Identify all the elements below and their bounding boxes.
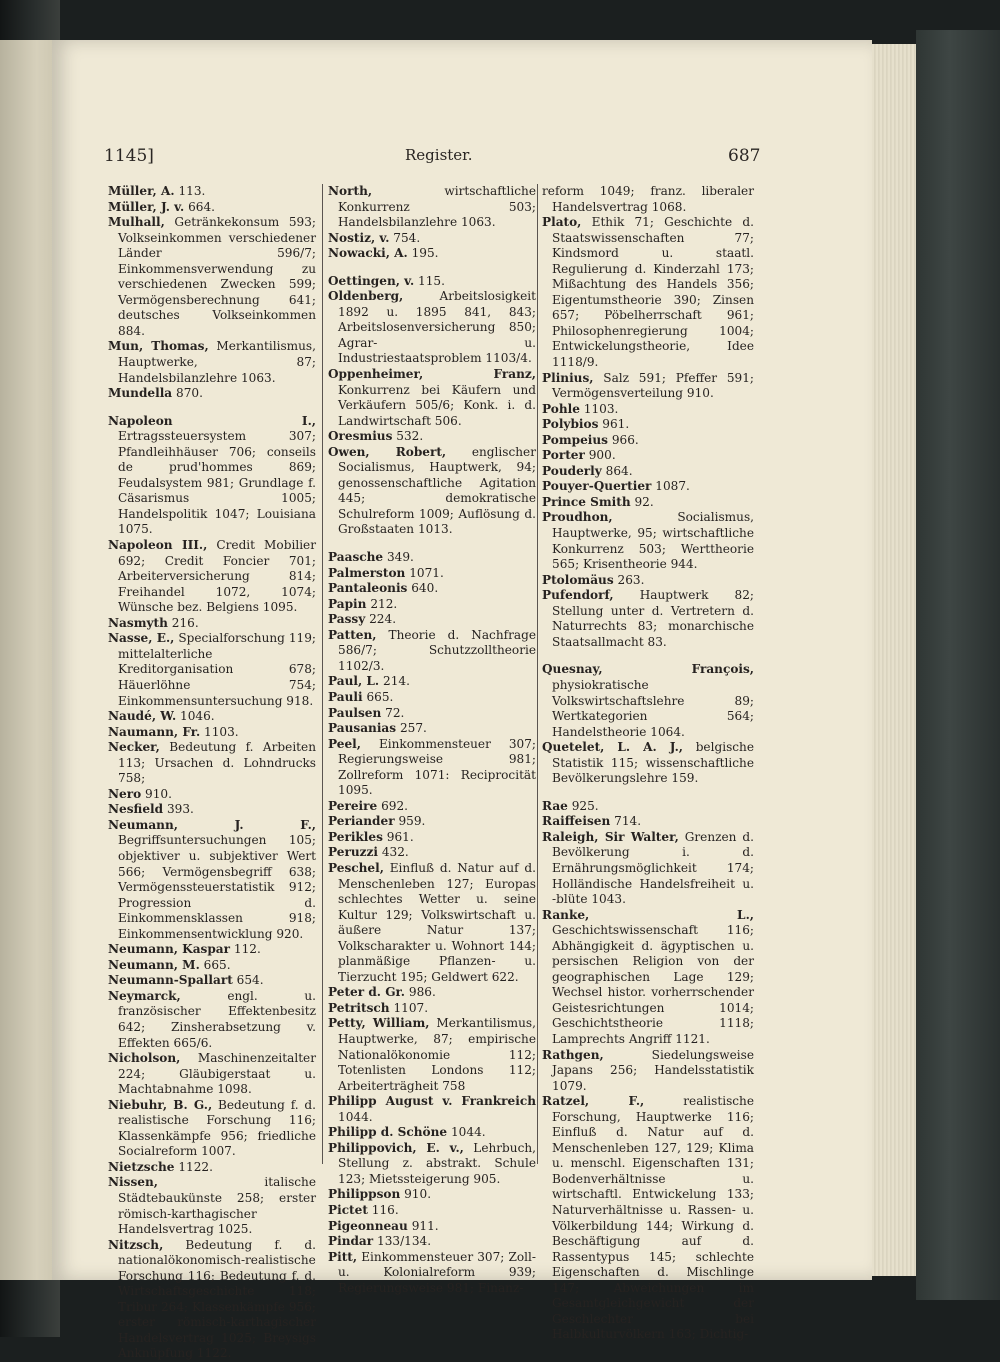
entry-text: Bedeutung f. d. nationalökonomisch-realistische Forschung 116; Bedeutung f. d. Wirtschaftsgeschichte 118; Tribur 264; Klassenkämpfe 956; erster römisch-karthagischer Handelsvertrag 1025; Breysigs Anknüpfung 1122. bbox=[118, 1237, 316, 1361]
entry-term: Philipp August v. Frankreich bbox=[328, 1094, 536, 1109]
entry-term: Oettingen, v. bbox=[328, 273, 415, 288]
index-entry bbox=[542, 510, 754, 572]
entry-term: Mulhall, bbox=[108, 215, 165, 230]
entry-term: Pausanias bbox=[328, 721, 397, 736]
entry-term: Quesnay, François, bbox=[542, 662, 754, 677]
index-entry bbox=[328, 674, 536, 690]
entry-text: 714. bbox=[614, 814, 642, 829]
entry-text: 263. bbox=[617, 572, 645, 587]
index-entry bbox=[542, 1048, 754, 1095]
column-separator bbox=[537, 184, 538, 1164]
index-entry bbox=[328, 550, 536, 566]
entry-term: Plinius, bbox=[542, 370, 594, 385]
index-entry bbox=[108, 339, 316, 386]
entry-term: North, bbox=[328, 184, 373, 198]
entry-text: Salz 591; Pfeffer 591; Vermögensverteilung 910. bbox=[552, 370, 754, 401]
index-entry bbox=[328, 1203, 536, 1219]
entry-text: Grenzen d. Bevölkerung i. d. Ernährungsmöglichkeit 174; Holländische Handelsfreiheit u. -blüte 1043. bbox=[552, 829, 754, 907]
entry-text: 910. bbox=[404, 1187, 432, 1202]
entry-term: Petty, William, bbox=[328, 1016, 430, 1031]
entry-text: realistische Forschung, Hauptwerke 116; Einfluß d. Natur auf d. Menschenleben 127, 129; Klima u. menschl. Eigenschaften 131; Bodenverhältnisse u. wirtschaftl. Entwickelung 133; Naturverhältnisse u. Rassen- u. Völkerbildung 144; Wirkung d. Beschäftigung auf d. Rassentypus 145; schlechte Eigenschaften d. Mischlinge 147; Abweichungen im Gesamtgleichgewicht der Geschlechter bei Halbkulturvölkern 163; Dichtig- bbox=[552, 1094, 754, 1342]
index-entry bbox=[108, 200, 316, 216]
entry-term: Philippson bbox=[328, 1187, 401, 1202]
entry-term: Nitzsch, bbox=[108, 1237, 164, 1252]
index-entry bbox=[542, 371, 754, 402]
entry-term: Pouyer-Quertier bbox=[542, 479, 652, 494]
index-entry bbox=[108, 1098, 316, 1160]
entry-text: 224. bbox=[369, 612, 397, 627]
entry-term: Peruzzi bbox=[328, 845, 378, 860]
entry-term: Pouderly bbox=[542, 463, 602, 478]
index-entry bbox=[328, 1094, 536, 1125]
entry-text: Credit Mobilier 692; Credit Foncier 701; Arbeiterversicherung 814; Freihandel 1072, 1074; Wünsche bez. Belgiens 1095. bbox=[118, 538, 316, 615]
index-entry bbox=[108, 725, 316, 741]
index-entry bbox=[542, 1094, 754, 1343]
index-column-3 bbox=[542, 184, 754, 1343]
index-entry bbox=[108, 1160, 316, 1176]
entry-text: 532. bbox=[396, 429, 424, 444]
column-separator bbox=[322, 184, 323, 1164]
entry-text: 654. bbox=[236, 973, 264, 988]
index-entry bbox=[108, 787, 316, 803]
index-entry bbox=[108, 802, 316, 818]
index-entry bbox=[108, 1175, 316, 1237]
index-entry bbox=[542, 464, 754, 480]
entry-text: 640. bbox=[411, 581, 439, 596]
index-entry bbox=[108, 942, 316, 958]
entry-text: 432. bbox=[381, 845, 409, 860]
entry-term: Neumann-Spallart bbox=[108, 973, 233, 988]
entry-text: Einkommensteuer 307; Regierungsweise 981; Zollreform 1071: Reciprocität 1095. bbox=[338, 736, 536, 798]
entry-text: 925. bbox=[571, 798, 599, 813]
entry-term: Pictet bbox=[328, 1203, 368, 1217]
entry-text: Bedeutung f. Arbeiten 113; Ursachen d. Lohndrucks 758; bbox=[118, 740, 316, 786]
entry-term: Nietzsche bbox=[108, 1159, 175, 1174]
entry-text: 212. bbox=[370, 596, 398, 611]
entry-term: Pereire bbox=[328, 798, 378, 813]
entry-text: 911. bbox=[411, 1218, 439, 1233]
entry-term: Rae bbox=[542, 798, 568, 813]
entry-text: 754. bbox=[393, 230, 421, 245]
index-entry bbox=[108, 1051, 316, 1098]
entry-text: Begriffsuntersuchungen 105; objektiver u. subjektiver Wert 566; Vermögensbegriff 638; Vermögenssteuerstatistik 912; Progression d. Einkommensklassen 918; Einkommensentwicklung 920. bbox=[118, 833, 316, 941]
entry-text: Merkantilismus, Hauptwerke, 87; empirische Nationalökonomie 112; Totenlisten Londons 112; Arbeiterträgheit 758 bbox=[338, 1016, 536, 1093]
entry-term: Passy bbox=[328, 612, 366, 627]
page-stack-edges bbox=[872, 44, 918, 1276]
entry-term: Quetelet, L. A. J., bbox=[542, 740, 684, 755]
entry-text: Ertragssteuersystem 307; Pfandleihhäuser 706; conseils de prud'hommes 869; Feudalsystem 981; Grundlage f. Cäsarismus 1005; Handelspolitik 1047; Louisiana 1075. bbox=[118, 429, 316, 537]
index-entry bbox=[328, 367, 536, 429]
index-entry bbox=[328, 737, 536, 799]
index-entry bbox=[542, 433, 754, 449]
entry-term: Müller, J. v. bbox=[108, 199, 185, 214]
index-entry bbox=[542, 495, 754, 511]
index-entry bbox=[542, 588, 754, 650]
entry-term: Nostiz, v. bbox=[328, 230, 390, 245]
index-entry bbox=[328, 628, 536, 675]
entry-text: Hauptwerk 82; Stellung unter d. Vertretern d. Naturrechts 83; monarchische Staatsallmacht 83. bbox=[552, 588, 754, 649]
entry-text: engl. u. französischer Effektenbesitz 642; Zinsherabsetzung v. Effekten 665/6. bbox=[118, 988, 316, 1050]
entry-term: Nissen, bbox=[108, 1175, 158, 1190]
entry-text: 115. bbox=[418, 273, 445, 288]
entry-text: 1107. bbox=[393, 1000, 429, 1015]
entry-term: Proudhon, bbox=[542, 510, 613, 525]
entry-term: Owen, Robert, bbox=[328, 444, 447, 459]
index-entry bbox=[542, 479, 754, 495]
index-entry bbox=[542, 215, 754, 370]
entry-text: 257. bbox=[399, 721, 427, 736]
index-entry bbox=[108, 215, 316, 339]
index-entry bbox=[108, 958, 316, 974]
entry-text: Getränkekonsum 593; Volkseinkommen verschiedener Länder 596/7; Einkommensverwendung zu verschiedenen Zwecken 599; Vermögensberechnung 641; deutsches Volkseinkommen 884. bbox=[118, 215, 316, 338]
index-entry bbox=[328, 1234, 536, 1250]
entry-term: Perikles bbox=[328, 829, 383, 844]
entry-term: Niebuhr, B. G., bbox=[108, 1097, 213, 1112]
entry-text: physiokratische Volkswirtschaftslehre 89; Wertkategorien 564; Handelstheorie 1064. bbox=[552, 677, 754, 739]
index-entry bbox=[542, 573, 754, 589]
entry-term: Plato, bbox=[542, 215, 582, 230]
index-entry bbox=[108, 386, 316, 402]
entry-term: Pufendorf, bbox=[542, 588, 614, 603]
entry-term: Mundella bbox=[108, 386, 173, 401]
entry-text: 870. bbox=[176, 386, 203, 401]
entry-term: Mun, Thomas, bbox=[108, 339, 209, 354]
entry-term: Paasche bbox=[328, 550, 384, 565]
index-entry bbox=[328, 1141, 536, 1188]
entry-text: Maschinenzeitalter 224; Gläubigerstaat u. Machtabnahme 1098. bbox=[118, 1051, 316, 1097]
entry-text: 216. bbox=[171, 615, 199, 630]
index-entry bbox=[542, 184, 754, 215]
entry-term: Neymarck, bbox=[108, 988, 181, 1003]
index-entry bbox=[328, 1001, 536, 1017]
entry-text: Socialismus, Hauptwerke, 95; wirtschaftliche Konkurrenz 503; Werttheorie 565; Krisentheorie 944. bbox=[552, 510, 754, 572]
index-entry bbox=[108, 989, 316, 1051]
index-entry bbox=[328, 184, 536, 231]
index-entry bbox=[542, 448, 754, 464]
entry-text: reform 1049; franz. liberaler Handelsvertrag 1068. bbox=[542, 184, 754, 214]
entry-text: Einkommensteuer 307; Zoll- u. Kolonialreform 939; Regierungsweise 981; Finanz- bbox=[338, 1249, 536, 1295]
entry-text: 113. bbox=[178, 184, 206, 198]
index-entry bbox=[108, 616, 316, 632]
entry-text: Theorie d. Nachfrage 586/7; Schutzzolltheorie 1102/3. bbox=[338, 627, 536, 673]
entry-term: Philippovich, E. v., bbox=[328, 1140, 464, 1155]
index-entry bbox=[108, 538, 316, 616]
entry-text: belgische Statistik 115; wissenschaftliche Bevölkerungslehre 159. bbox=[552, 740, 754, 786]
entry-term: Pigeonneau bbox=[328, 1218, 408, 1233]
index-entry bbox=[328, 612, 536, 628]
index-entry bbox=[108, 818, 316, 942]
index-entry bbox=[108, 184, 316, 200]
index-entry bbox=[542, 662, 754, 740]
index-entry bbox=[328, 706, 536, 722]
entry-term: Petritsch bbox=[328, 1000, 390, 1015]
entry-text: 1044. bbox=[338, 1109, 373, 1124]
entry-term: Oldenberg, bbox=[328, 289, 404, 304]
entry-text: 112. bbox=[233, 942, 261, 957]
entry-term: Peel, bbox=[328, 736, 361, 751]
index-entry bbox=[542, 799, 754, 815]
entry-term: Peschel, bbox=[328, 860, 384, 875]
index-entry bbox=[328, 597, 536, 613]
index-entry bbox=[328, 861, 536, 985]
index-entry bbox=[328, 690, 536, 706]
index-entry bbox=[328, 1125, 536, 1141]
entry-term: Periander bbox=[328, 814, 395, 829]
entry-term: Nesfield bbox=[108, 802, 164, 817]
entry-term: Naumann, Fr. bbox=[108, 724, 201, 739]
index-entry bbox=[328, 1250, 536, 1297]
entry-term: Neumann, J. F., bbox=[108, 817, 316, 832]
entry-term: Paulsen bbox=[328, 705, 382, 720]
entry-term: Napoleon I., bbox=[108, 413, 316, 428]
index-entry bbox=[328, 246, 536, 262]
entry-term: Raleigh, Sir Walter, bbox=[542, 829, 679, 844]
entry-text: 961. bbox=[386, 829, 414, 844]
index-entry bbox=[108, 1238, 316, 1362]
entry-term: Necker, bbox=[108, 740, 160, 755]
entry-term: Nasse, E., bbox=[108, 631, 175, 646]
entry-term: Nowacki, A. bbox=[328, 246, 408, 261]
page-number-right: 687 bbox=[728, 146, 761, 166]
entry-text: 959. bbox=[398, 814, 426, 829]
entry-text: 195. bbox=[411, 246, 439, 261]
index-entry bbox=[328, 429, 536, 445]
entry-text: Specialforschung 119; mittelalterliche Kreditorganisation 678; Häuerlöhne 754; Einkommensuntersuchung 918. bbox=[118, 631, 317, 708]
entry-term: Patten, bbox=[328, 627, 377, 642]
book-cover bbox=[916, 30, 1000, 1300]
index-entry bbox=[542, 417, 754, 433]
entry-term: Oppenheimer, Franz, bbox=[328, 367, 536, 382]
entry-text: 692. bbox=[381, 798, 408, 813]
page-number-left: 1145] bbox=[104, 146, 154, 166]
entry-term: Nicholson, bbox=[108, 1051, 181, 1066]
entry-text: 1044. bbox=[450, 1125, 486, 1140]
entry-text: 900. bbox=[588, 448, 616, 463]
index-entry bbox=[328, 814, 536, 830]
index-entry bbox=[328, 799, 536, 815]
index-entry bbox=[542, 830, 754, 908]
entry-term: Porter bbox=[542, 448, 585, 463]
index-entry bbox=[542, 740, 754, 787]
index-entry bbox=[108, 973, 316, 989]
index-entry bbox=[328, 581, 536, 597]
index-entry bbox=[328, 231, 536, 247]
entry-term: Pindar bbox=[328, 1234, 374, 1249]
entry-term: Paul, L. bbox=[328, 674, 380, 689]
entry-term: Prince Smith bbox=[542, 494, 631, 509]
entry-term: Papin bbox=[328, 596, 367, 611]
entry-term: Pantaleonis bbox=[328, 581, 408, 596]
entry-term: Nasmyth bbox=[108, 615, 168, 630]
index-column-1 bbox=[108, 184, 316, 1362]
entry-term: Polybios bbox=[542, 417, 599, 432]
entry-text: Ethik 71; Geschichte d. Staatswissenschaften 77; Kindsmord u. staatl. Regulierung d. Kinderzahl 173; Mißachtung des Handels 356; Eigentumstheorie 390; Zinsen 657; Pöbelherrschaft 961; Philosophenregierung 1004; Entwickelungstheorie, Idee 1118/9. bbox=[552, 215, 754, 370]
entry-text: 961. bbox=[602, 417, 630, 432]
left-page-edge bbox=[0, 40, 52, 1280]
index-entry bbox=[328, 1187, 536, 1203]
index-entry bbox=[328, 1016, 536, 1094]
entry-text: 1122. bbox=[178, 1159, 213, 1174]
entry-term: Ranke, L., bbox=[542, 907, 754, 922]
index-entry bbox=[108, 709, 316, 725]
entry-text: 910. bbox=[145, 786, 172, 801]
page-title: Register. bbox=[405, 146, 473, 164]
entry-text: englischer Socialismus, Hauptwerk, 94; genossenschaftliche Agitation 445; demokratische Schulreform 1009; Auflösung d. Großstaaten 1013. bbox=[338, 444, 536, 537]
index-column-2 bbox=[328, 184, 536, 1296]
index-entry bbox=[328, 830, 536, 846]
entry-text: 1103. bbox=[204, 724, 239, 739]
entry-text: Lehrbuch, Stellung z. abstrakt. Schule 123; Mietssteigerung 905. bbox=[338, 1140, 536, 1186]
index-entry bbox=[328, 566, 536, 582]
index-entry bbox=[328, 274, 536, 290]
entry-term: Rathgen, bbox=[542, 1047, 604, 1062]
index-entry bbox=[542, 402, 754, 418]
entry-term: Pitt, bbox=[328, 1249, 358, 1264]
index-entry bbox=[328, 845, 536, 861]
entry-text: 116. bbox=[371, 1203, 399, 1217]
entry-text: italische Städtebaukünste 258; erster römisch-karthagischer Handelsvertrag 1025. bbox=[118, 1175, 316, 1237]
index-entry bbox=[108, 631, 316, 709]
entry-text: Bedeutung f. d. realistische Forschung 116; Klassenkämpfe 956; friedliche Socialreform 1007. bbox=[118, 1097, 316, 1159]
entry-text: 1046. bbox=[180, 709, 215, 724]
entry-text: 665. bbox=[366, 689, 394, 704]
index-entry bbox=[542, 908, 754, 1048]
entry-term: Peter d. Gr. bbox=[328, 985, 406, 1000]
entry-text: Einfluß d. Natur auf d. Menschenleben 127; Europas schlechtes Wetter u. seine Kultur 129; Volkswirtschaft u. äußere Natur 137; Volkscharakter u. Wohnort 144; planmäßige Pflanzen- u. Tierzucht 195; Geldwert 622. bbox=[338, 860, 536, 984]
index-entry bbox=[328, 289, 536, 367]
entry-term: Nero bbox=[108, 786, 142, 801]
entry-text: 92. bbox=[634, 494, 654, 509]
entry-text: Geschichtswissenschaft 116; Abhängigkeit d. ägyptischen u. persischen Religion von der geographischen Lage 129; Wechsel histor. vorherrschender Geistesrichtungen 1014; Geschichtstheorie 1118; Lamprechts Angriff 1121. bbox=[552, 923, 754, 1046]
entry-term: Ptolomäus bbox=[542, 572, 614, 587]
entry-text: Merkantilismus, Hauptwerke, 87; Handelsbilanzlehre 1063. bbox=[118, 339, 316, 385]
entry-term: Philipp d. Schöne bbox=[328, 1125, 448, 1140]
entry-text: 72. bbox=[385, 705, 405, 720]
entry-term: Oresmius bbox=[328, 429, 393, 444]
entry-text: 1071. bbox=[409, 565, 444, 580]
entry-term: Neumann, Kaspar bbox=[108, 942, 231, 957]
entry-term: Müller, A. bbox=[108, 184, 175, 198]
entry-text: Siedelungsweise Japans 256; Handelsstatistik 1079. bbox=[552, 1047, 754, 1093]
entry-text: 986. bbox=[408, 985, 436, 1000]
entry-text: 1087. bbox=[655, 479, 690, 494]
index-entry bbox=[328, 985, 536, 1001]
entry-term: Pompeius bbox=[542, 432, 608, 447]
index-entry bbox=[542, 814, 754, 830]
entry-text: 966. bbox=[611, 432, 639, 447]
entry-term: Pauli bbox=[328, 689, 363, 704]
entry-term: Napoleon III., bbox=[108, 538, 208, 553]
index-entry bbox=[328, 721, 536, 737]
entry-text: Arbeitslosigkeit 1892 u. 1895 841, 843; Arbeitslosenversicherung 850; Agrar- u. Industriestaatsproblem 1103/4. bbox=[338, 289, 536, 366]
entry-term: Naudé, W. bbox=[108, 709, 177, 724]
entry-term: Palmerston bbox=[328, 565, 406, 580]
index-entry bbox=[328, 445, 536, 538]
entry-text: wirtschaftliche Konkurrenz 503; Handelsbilanzlehre 1063. bbox=[338, 184, 536, 230]
index-entry bbox=[108, 740, 316, 787]
entry-term: Ratzel, F., bbox=[542, 1094, 645, 1109]
entry-text: 1103. bbox=[583, 401, 619, 416]
entry-term: Neumann, M. bbox=[108, 957, 200, 972]
entry-text: 349. bbox=[386, 550, 414, 565]
entry-term: Pohle bbox=[542, 401, 580, 416]
index-entry bbox=[328, 1219, 536, 1235]
entry-term: Raiffeisen bbox=[542, 814, 611, 829]
entry-text: 393. bbox=[166, 802, 194, 817]
entry-text: 133/134. bbox=[377, 1234, 432, 1249]
entry-text: 214. bbox=[383, 674, 410, 689]
entry-text: Konkurrenz bei Käufern und Verkäufern 505/6; Konk. i. d. Landwirtschaft 506. bbox=[338, 382, 536, 428]
entry-text: 665. bbox=[203, 957, 231, 972]
entry-text: 864. bbox=[605, 463, 633, 478]
index-entry bbox=[108, 414, 316, 538]
entry-text: 664. bbox=[188, 199, 215, 214]
